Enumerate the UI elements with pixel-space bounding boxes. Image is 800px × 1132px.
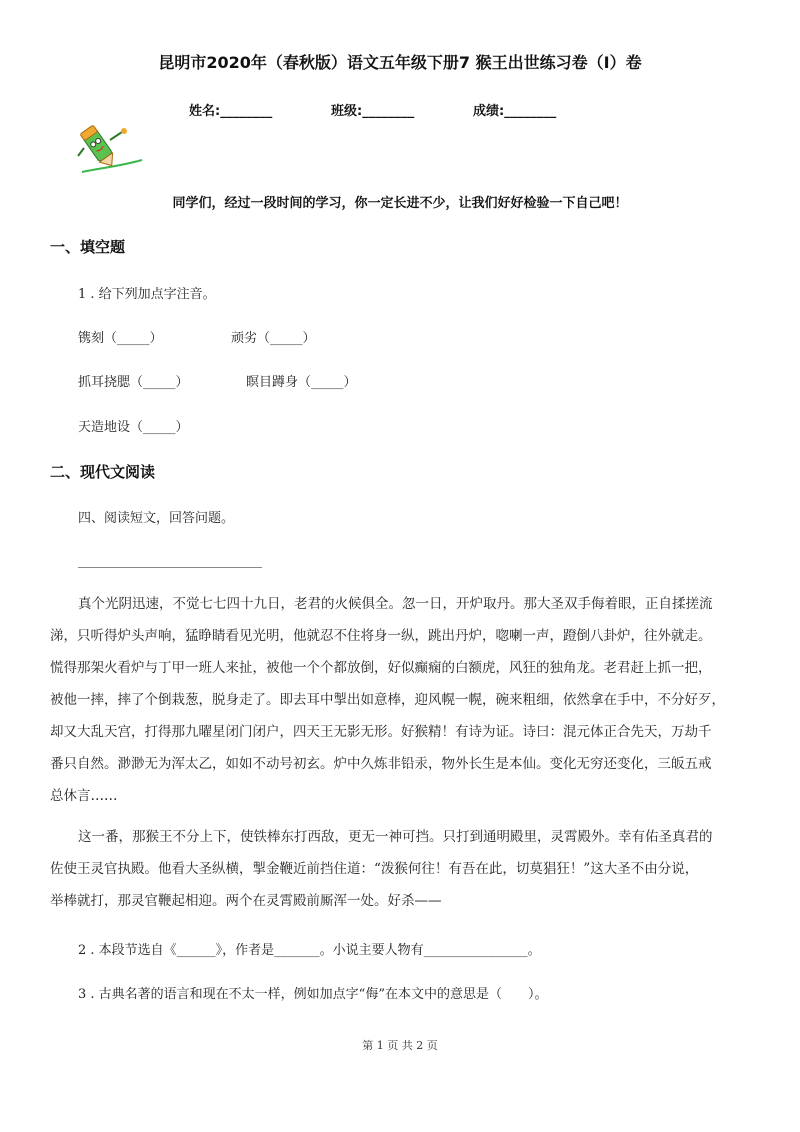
passage-line: 慌得那架火看炉与丁甲一班人来扯，被他一个个都放倒，好似癫痫的白额虎，风狂的独角龙。老君赶上抓一把，: [50, 660, 712, 676]
pinyin-item: 抓耳挠腮（_____）: [78, 375, 189, 390]
encouragement-text: 同学们，经过一段时间的学习，你一定长进不少，让我们好好检验一下自己吧！: [172, 196, 628, 211]
passage-line: 却又大乱天宫，打得那九曜星闭门闭户，四天王无影无形。好猴精！有诗为证。诗曰：混元体正合先天，万劫千: [50, 724, 712, 740]
passage-line: 番只自然。渺渺无为浑太乙，如如不动号初玄。炉中久炼非铅汞，物外长生是本仙。变化无穷还变化，三皈五戒: [50, 756, 712, 772]
passage-line: 举棒就打，那灵官鞭起相迎。两个在灵霄殿前厮浑一处。好杀——: [50, 893, 442, 909]
question-1: 1 . 给下列加点字注音。: [78, 287, 216, 302]
passage-line: 被他一摔，摔了个倒栽葱，脱身走了。即去耳中掣出如意棒，迎风幌一幌，碗来粗细，依然拿在手中，不分好歹，: [50, 692, 725, 708]
passage-line: 真个光阴迅速，不觉七七四十九日，老君的火候俱全。忽一日，开炉取丹。那大圣双手侮着眼，正自揉搓流: [78, 596, 713, 612]
question-3: 3 . 古典名著的语言和现在不太一样，例如加点字“侮”在本文中的意思是（ ）。: [78, 987, 548, 1002]
pencil-mascot-icon: [76, 122, 146, 174]
page-footer: 第 1 页 共 2 页: [362, 1039, 438, 1052]
pinyin-item: 天造地设（_____）: [78, 420, 189, 435]
passage-line: 这一番，那猴王不分上下，使铁棒东打西敌，更无一神可挡。只打到通明殿里，灵霄殿外。幸有佑圣真君的: [78, 829, 713, 845]
passage-line: 总休言……: [50, 788, 118, 804]
page-title: 昆明市2020年（春秋版）语文五年级下册7 猴王出世练习卷（I）卷: [158, 53, 642, 72]
divider-line: [78, 567, 262, 568]
pinyin-item: 顽劣（_____）: [231, 331, 316, 346]
passage-line: 佐使王灵官执殿。他看大圣纵横，掣金鞭近前挡住道：“泼猴何往！有吾在此，切莫猖狂！”这大圣不由分说，: [50, 861, 699, 877]
passage-line: 涕，只听得炉头声响，猛睁睛看见光明，他就忍不住将身一纵，跳出丹炉，唿喇一声，蹬倒八卦炉，往外就走。: [50, 628, 712, 644]
passage-paragraph-1: [50, 588, 742, 812]
section-heading-fill-blank: 一、填空题: [50, 238, 126, 256]
pinyin-item: 镌刻（_____）: [78, 331, 163, 346]
name-field: 姓名:________: [189, 104, 273, 119]
section-heading-reading: 二、现代文阅读: [50, 463, 156, 481]
score-field: 成绩:________: [473, 104, 557, 119]
passage-paragraph-2: [50, 821, 742, 917]
reading-instruction: 四、阅读短文，回答问题。: [78, 511, 235, 526]
pinyin-item: 瞑目蹲身（_____）: [246, 375, 357, 390]
question-2: 2 . 本段节选自《______》，作者是_______。小说主要人物有________________。: [78, 943, 541, 958]
class-field: 班级:________: [331, 104, 415, 119]
